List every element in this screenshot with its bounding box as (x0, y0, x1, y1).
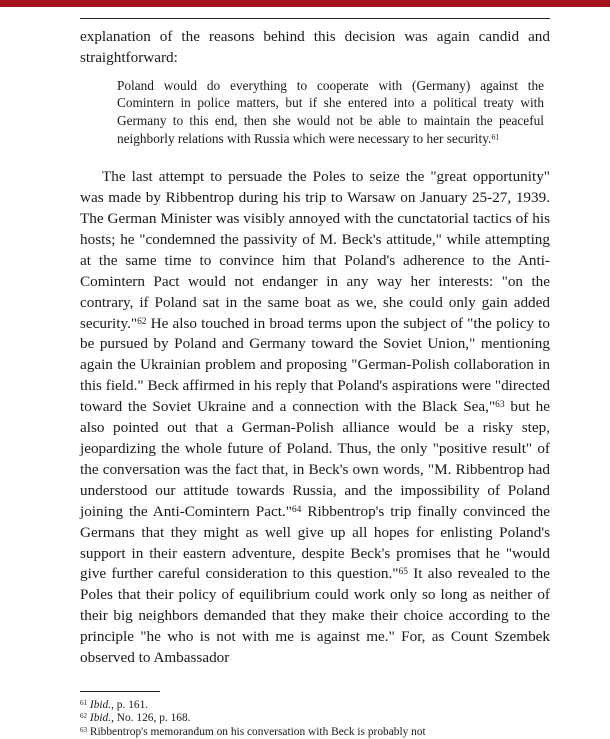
footnote-number: 61 (80, 698, 88, 707)
footnote-divider (80, 691, 160, 692)
footnote (80, 726, 550, 739)
main-paragraph (80, 167, 550, 669)
paragraph-text-2: He also touched in broad terms upon the subject of "the policy to be pursued by Poland and Germany toward the Soviet Union," mentioning again the Ukrainian problem and proposing "German-Polish collaboration in this field." Beck affirmed in his reply that Poland's aspirations were "directed toward the Soviet Ukraine and a connection with the Black Sea," (80, 314, 550, 416)
footnote-ref-62[interactable]: 62 (137, 316, 147, 327)
footnote-ibid: Ibid. (89, 712, 112, 725)
footnote-text: Ribbentrop's memorandum on his conversation with Beck is probably not (89, 725, 426, 738)
footnote-ref-61[interactable]: 61 (491, 131, 500, 141)
footnote-number: 62 (80, 712, 88, 721)
footnote-ref-64[interactable]: 64 (291, 504, 302, 515)
paragraph-text-1: The last attempt to persuade the Poles to seize the "great opportunity" was made by Ribbentrop during his trip to Warsaw on January 25-27, 1939. The German Minister was visibly annoyed with the cunctatorial tactics of his hosts; he "condemned the passivity of M. Beck's attitude," while attempting at the same time to convince him that Poland's adherence to the Anti-Comintern Pact would not endanger in any way her interests: "on the contrary, if Poland sat in the same boat as we, she could only gain added security." (80, 168, 550, 332)
footnote (80, 712, 550, 725)
top-color-band (0, 0, 610, 7)
page-content (80, 27, 550, 739)
footnotes (80, 699, 550, 739)
paragraph-text-3: but he also pointed out that a German-Polish alliance would be a risky step, jeopardizing the whole future of Poland. Thus, the only "positive result" of the conversation was the fact that, in Beck's own words, "M. Ribbentrop had understood our attitude towards Russia, and the impossibility of Poland joining the Anti-Comintern Pact." (80, 398, 550, 520)
header-rule (80, 18, 550, 19)
footnote-ref-63[interactable]: 63 (495, 399, 505, 410)
paragraph-text-5: It also revealed to the Poles that their policy of equilibrium could work only so long as neither of their big neighbors demanded that they make their choice according to the principle "he who is not with me is against me." For, as Count Szembek observed to Ambassador (80, 565, 550, 667)
footnote-ref-65[interactable]: 65 (398, 567, 408, 578)
block-quote-text: Poland would do everything to cooperate with (Germany) against the Comintern in police matters, but if she entered into a political treaty with Germany to this end, then she would not be able to maintain the peaceful neighborly relations with Russia which were necessary to her security. (117, 77, 544, 146)
footnote-number: 63 (80, 725, 88, 734)
footnote-text: , p. 161. (111, 698, 149, 711)
footnote (80, 699, 550, 712)
intro-paragraph: explanation of the reasons behind this decision was again candid and straightforward: (80, 28, 550, 66)
footnote-text: , No. 126, p. 168. (111, 712, 191, 725)
footnote-ibid: Ibid. (89, 698, 112, 711)
block-quote (117, 77, 544, 147)
paragraph-text-4: Ribbentrop's trip finally convinced the Germans that they might as well give up all hopes for enlisting Poland's support in their eastern adventure, despite Beck's promises that he "would give further careful consideration to this question." (80, 502, 551, 583)
